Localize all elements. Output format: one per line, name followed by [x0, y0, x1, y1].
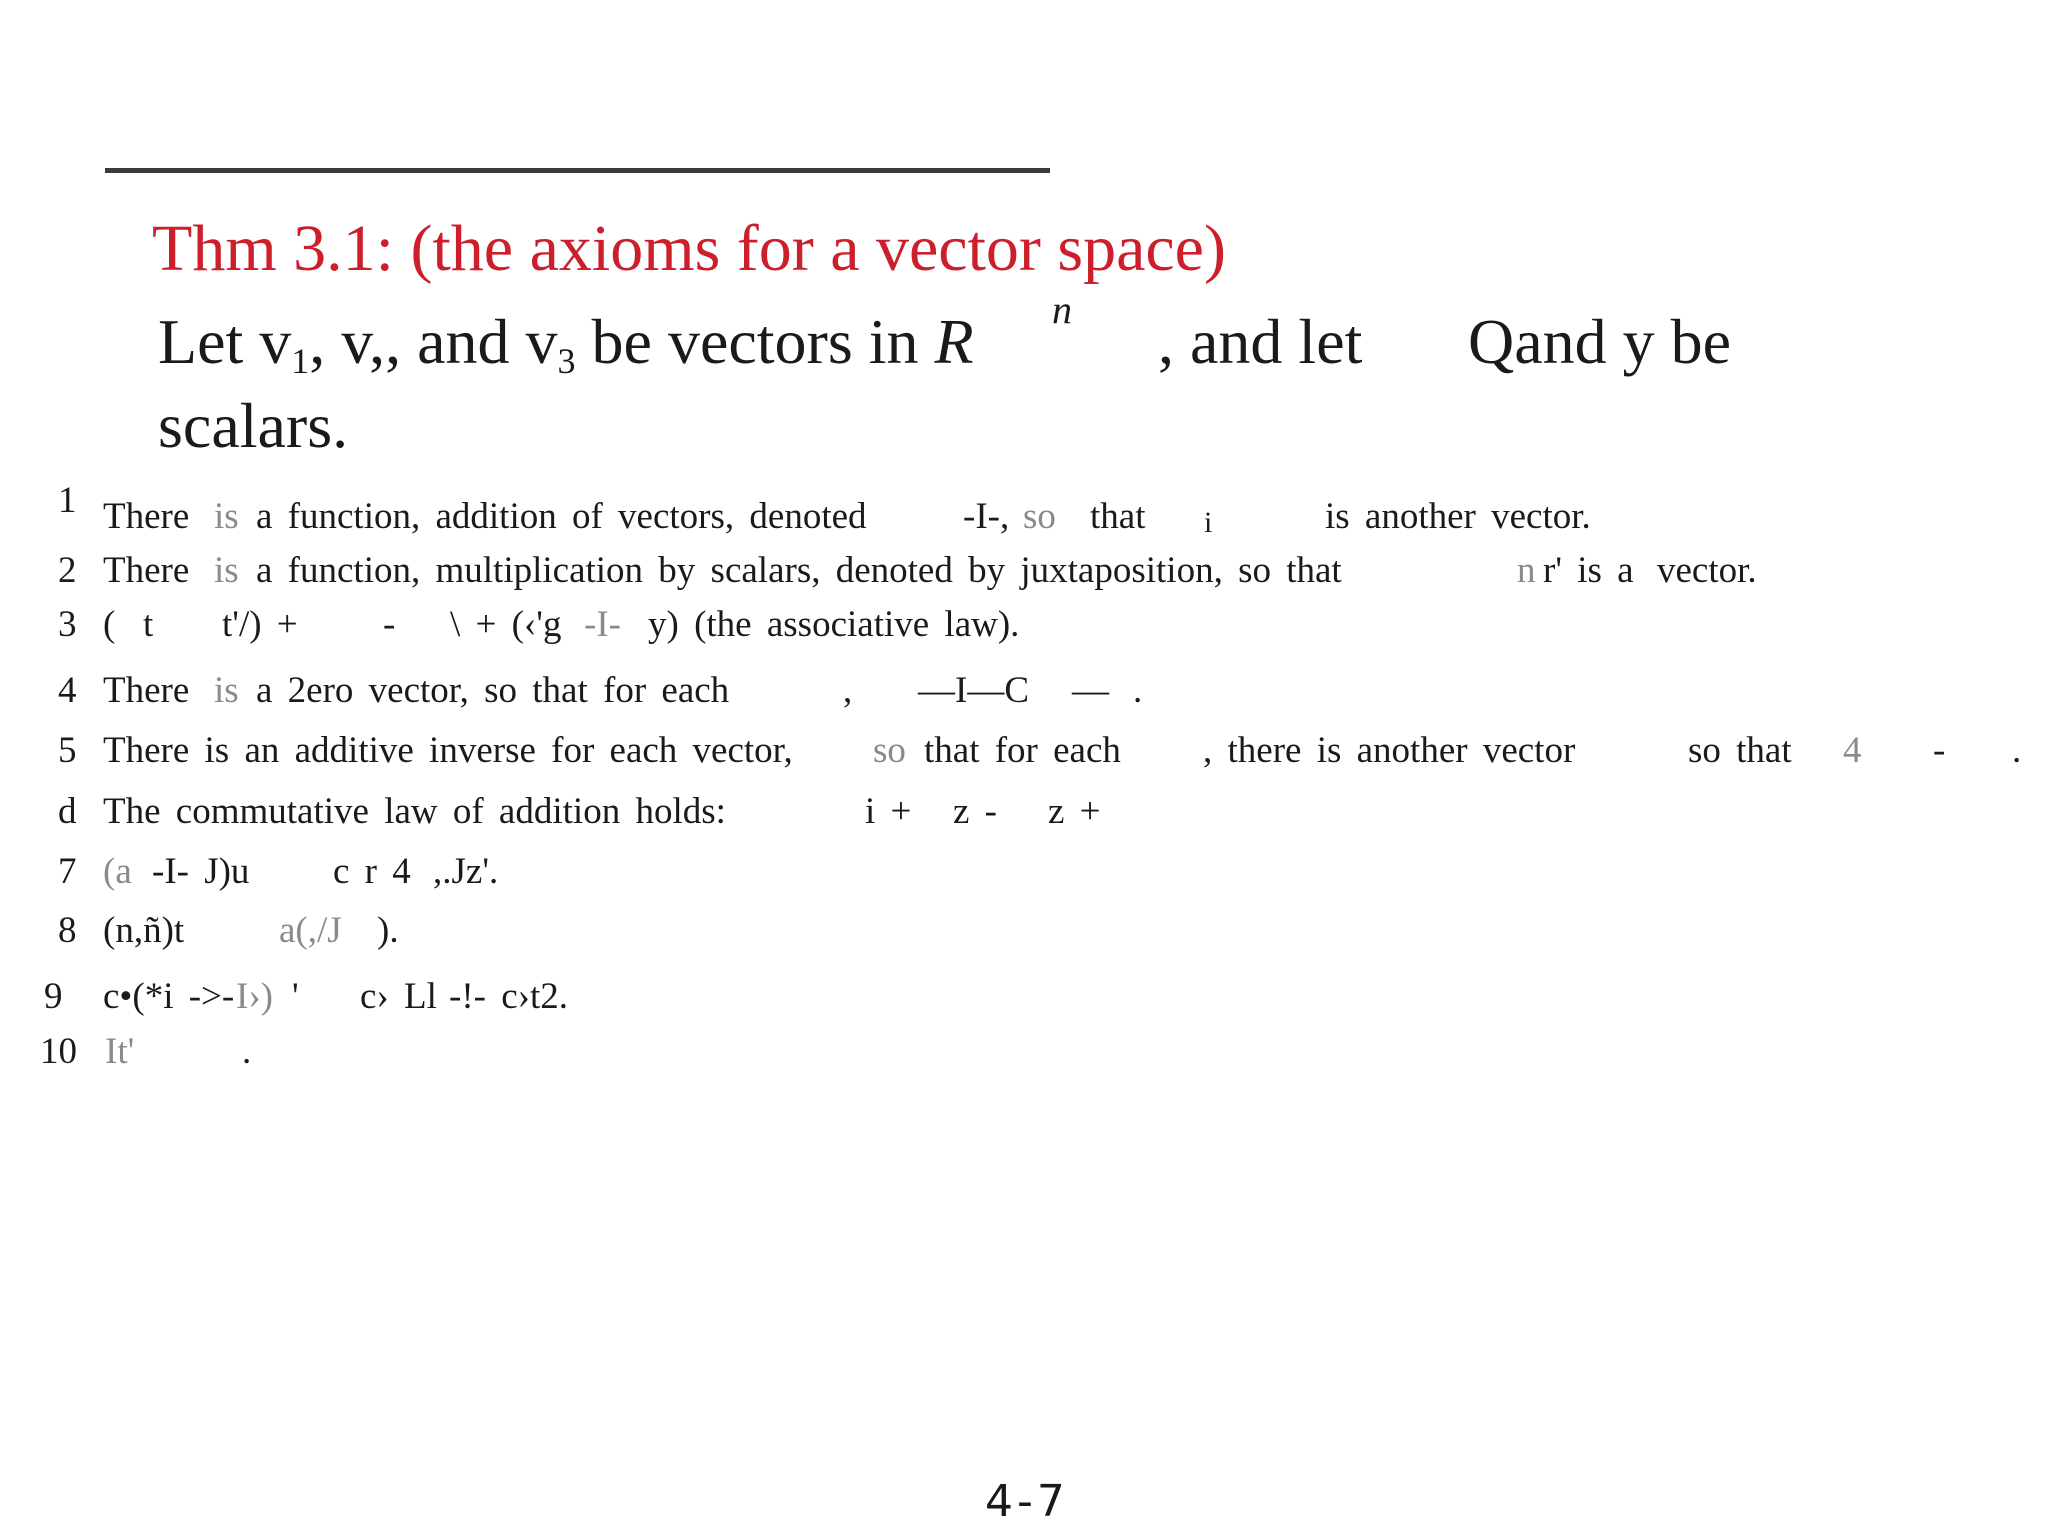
axiom-7-part-d: ,.Jz'.	[433, 851, 499, 892]
axiom-number: 5	[58, 730, 77, 771]
intro-text-3: be vectors in	[575, 306, 935, 377]
axiom-1-text: a function, addition of vectors, denoted	[256, 496, 867, 537]
axiom-5-so: so	[873, 730, 906, 771]
axiom-number: 1	[58, 480, 77, 521]
axiom-4-word-a: There	[103, 670, 190, 711]
axiom-2-symbol: n	[1517, 550, 1536, 591]
axiom-1-word-a: There	[103, 496, 190, 537]
axiom-4-comma: ,	[843, 670, 853, 711]
axiom-2-text: a function, multiplication by scalars, denoted by juxtaposition, so that	[256, 550, 1342, 591]
axiom-number: d	[58, 791, 77, 832]
intro-R: R	[934, 306, 974, 377]
axiom-2-word-a: There	[103, 550, 190, 591]
axiom-number: 2	[58, 550, 77, 591]
axiom-5-another: , there is another vector	[1203, 730, 1576, 771]
axiom-9-part-b: I›)	[236, 976, 273, 1017]
axiom-7-part-c: c r 4	[333, 851, 411, 892]
axiom-4-period: .	[1133, 670, 1143, 711]
axiom-6-part-b: i +	[865, 791, 912, 832]
intro-superscript-n: n	[1052, 287, 1072, 332]
axiom-7-part-b: -I- J)u	[152, 851, 250, 892]
intro-sub-3: 3	[557, 341, 576, 381]
axiom-4-text: a 2ero vector, so that for each	[256, 670, 730, 711]
intro-text-1: Let v	[158, 306, 292, 377]
axiom-1-that: that	[1090, 496, 1146, 537]
axiom-1-plus: -I-,	[963, 496, 1010, 537]
axiom-3-tail: y) (the associative law).	[648, 604, 1020, 645]
axiom-number: 3	[58, 604, 77, 645]
axiom-3-part-b: t	[143, 604, 154, 645]
axiom-2-tail: vector.	[1657, 550, 1757, 591]
axiom-5-four: 4	[1843, 730, 1862, 771]
axiom-1-so: so	[1023, 496, 1056, 537]
axiom-2-word-b: is	[214, 550, 239, 591]
axiom-8-part-c: ).	[377, 910, 399, 951]
intro-and-let: , and let	[1158, 306, 1363, 377]
axiom-number: 7	[58, 851, 77, 892]
intro-scalars-names: Qand y be	[1468, 306, 1732, 377]
axiom-5-period: .	[2012, 730, 2022, 771]
axiom-10-part-b: .	[242, 1031, 252, 1072]
intro-sub-1: 1	[291, 341, 310, 381]
axiom-4-dash: —	[1072, 670, 1109, 711]
axiom-5-text: There is an additive inverse for each vector,	[103, 730, 793, 771]
axiom-3-part-f: -I-	[584, 604, 621, 645]
axiom-5-mid: that for each	[924, 730, 1121, 771]
axiom-3-part-a: (	[103, 604, 116, 645]
axiom-9-part-a: c•(*i ->-	[103, 976, 235, 1017]
axiom-6-text: The commutative law of addition holds:	[103, 791, 726, 832]
axiom-6-part-c: z -	[953, 791, 997, 832]
theorem-intro	[158, 306, 974, 381]
intro-text-2: , v,, and v	[309, 306, 558, 377]
axiom-8-part-a: (n,ñ)t	[103, 910, 185, 951]
page-number: 4-7	[985, 1476, 1069, 1527]
axiom-1-word-b: is	[214, 496, 239, 537]
axiom-number: 4	[58, 670, 77, 711]
axiom-3-part-d: -	[383, 604, 396, 645]
axiom-3-part-e: \ + (‹'g	[450, 604, 562, 645]
axiom-2-mid: r' is a	[1543, 550, 1634, 591]
axiom-9-part-c: '	[292, 976, 299, 1017]
axiom-5-so-that: so that	[1688, 730, 1792, 771]
axiom-9-part-d: c› Ll	[360, 976, 437, 1017]
axiom-4-formula: —I—C	[918, 670, 1029, 711]
theorem-title: Thm 3.1: (the axioms for a vector space)	[152, 212, 1226, 285]
axiom-10-part-a: It'	[105, 1031, 135, 1072]
axiom-1-symbol: i	[1204, 506, 1213, 539]
axiom-9-part-e: -!- c›t2.	[449, 976, 568, 1017]
axiom-3-part-c: t'/) +	[222, 604, 298, 645]
axiom-number: 10	[40, 1031, 77, 1072]
axiom-8-part-b: a(,/J	[279, 910, 342, 951]
axiom-number: 9	[44, 976, 63, 1017]
axiom-1-tail: is another vector.	[1325, 496, 1591, 537]
intro-line-2: scalars.	[158, 390, 349, 461]
axiom-4-word-b: is	[214, 670, 239, 711]
axiom-6-part-d: z +	[1048, 791, 1101, 832]
axiom-5-dash: -	[1933, 730, 1946, 771]
axiom-number: 8	[58, 910, 77, 951]
top-rule	[105, 168, 1050, 173]
axiom-7-part-a: (a	[103, 851, 132, 892]
